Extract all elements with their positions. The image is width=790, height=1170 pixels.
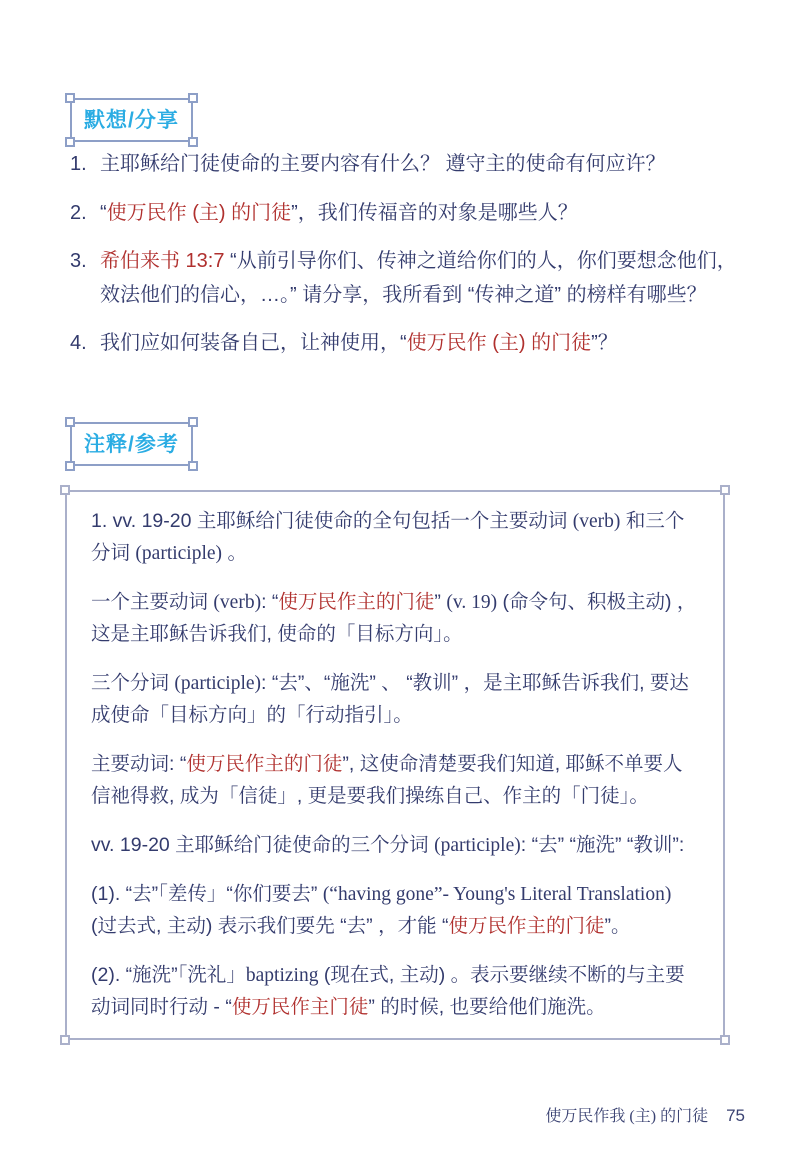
discussion-section-badge (70, 98, 193, 142)
item-number: 3. (70, 250, 87, 273)
discussion-badge-label: 默想/分享 (84, 109, 179, 132)
note-paragraph: (2). “施洗”「洗礼」baptizing (现在式, 主动) 。表示要继续不断的与主要动词同时行动 - “使万民作主门徒” 的时候, 也要给他们施洗。 (91, 963, 685, 1018)
footer-title: 使万民作我 (主) 的门徒 (545, 1108, 709, 1125)
list-item (70, 245, 740, 312)
notes-box (65, 490, 725, 1040)
note-paragraph: 一个主要动词 (verb): “使万民作主的门徒” (v. 19) (命令句、积极主动) ，这是主耶稣告诉我们, 使命的「目标方向」。 (91, 590, 697, 645)
notes-section-badge (70, 422, 193, 466)
list-item (70, 148, 740, 182)
notes-badge-label: 注释/参考 (84, 433, 179, 456)
note-paragraph: vv. 19-20 主耶稣给门徒使命的三个分词 (participle): “去” “施洗” “教训”: (91, 833, 685, 856)
item-number: 1. (70, 153, 87, 175)
frame-corner-icon (188, 137, 198, 147)
frame-corner-icon (720, 1035, 730, 1045)
frame-corner-icon (65, 137, 75, 147)
item-number: 2. (70, 201, 87, 224)
frame-corner-icon (60, 1035, 70, 1045)
frame-corner-icon (65, 461, 75, 471)
list-item (70, 197, 740, 231)
question-text: “使万民作 (主) 的门徒”，我们传福音的对象是哪些人？ (100, 201, 578, 224)
note-paragraph: 1. vv. 19-20 主耶稣给门徒使命的全句包括一个主要动词 (verb) 和三个分词 (participle) 。 (91, 510, 685, 564)
question-text: 我们应如何装备自己，让神使用，“使万民作 (主) 的门徒”？ (100, 332, 618, 355)
frame-corner-icon (188, 461, 198, 471)
frame-corner-icon (65, 417, 75, 427)
note-paragraph: (1). “去”「差传」“你们要去” (“having gone”- Young's Literal Translation) (过去式, 主动) 表示我们要先 “去” ，才能 “使万民作主的门徒”。 (91, 882, 672, 937)
note-paragraph: 主要动词: “使万民作主的门徒”, 这使命清楚要我们知道, 耶稣不单要人信祂得救, 成为「信徒」, 更是要我们操练自己、作主的「门徒」。 (91, 752, 683, 807)
list-item (70, 327, 740, 361)
frame-corner-icon (188, 417, 198, 427)
question-text: 希伯来书 13:7 “从前引导你们、传神之道给你们的人，你们要想念他们，效法他们的信心，…。” 请分享，我所看到 “传神之道” 的榜样有哪些？ (100, 250, 737, 306)
page-number: 75 (726, 1106, 745, 1125)
page-footer (545, 1103, 745, 1126)
frame-corner-icon (60, 485, 70, 495)
item-number: 4. (70, 332, 87, 355)
question-text: 主耶稣给门徒使命的主要内容有什么？ 遵守主的使命有何应许？ (100, 153, 666, 175)
note-paragraph: 三个分词 (participle): “去”、“施洗” 、 “教训” ，是主耶稣告诉我们, 要达成使命「目标方向」的「行动指引」。 (91, 671, 689, 726)
discussion-question-list (70, 148, 740, 376)
frame-corner-icon (65, 93, 75, 103)
frame-corner-icon (188, 93, 198, 103)
frame-corner-icon (720, 485, 730, 495)
